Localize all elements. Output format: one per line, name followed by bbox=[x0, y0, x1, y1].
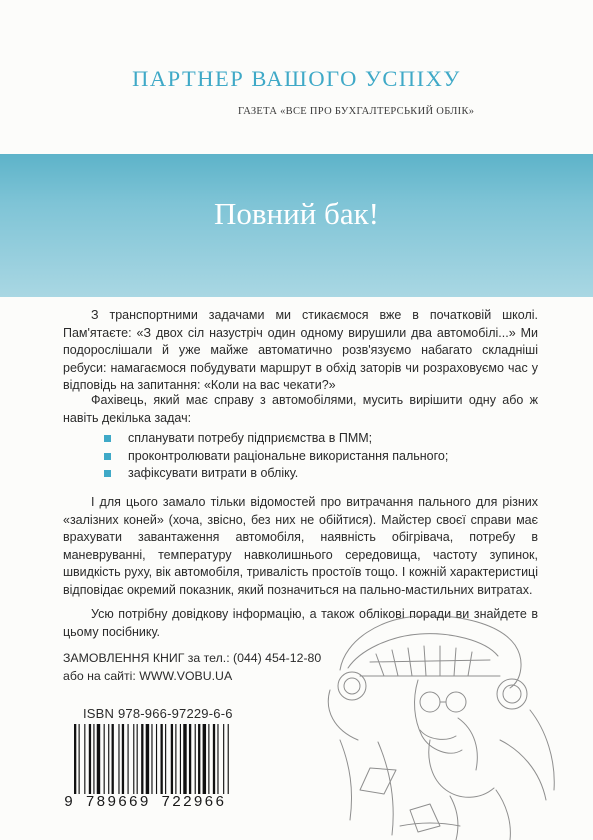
order-info bbox=[63, 650, 321, 685]
task-text: зафіксувати витрати в обліку. bbox=[128, 466, 299, 481]
car-driver-illustration-icon bbox=[300, 590, 593, 840]
list-item bbox=[104, 430, 448, 448]
tasks-list bbox=[104, 430, 448, 483]
barcode-icon bbox=[72, 724, 247, 794]
list-item bbox=[104, 448, 448, 466]
barcode-digits: 9 789669 722966 bbox=[64, 794, 227, 811]
list-item bbox=[104, 465, 448, 483]
order-website: або на сайті: WWW.VOBU.UA bbox=[63, 668, 233, 683]
details-paragraph: І для цього замало тільки відомостей про витрачання пального для різних «залізних коней» (хоча, звісно, без них не обійтися). Майстер своєї справи має врахувати завантаження автомобіля, наявність обігрівача, потребу в маневруванні, температуру навколишнього середовища, частоту зупинок, швидкість руху, вік автомобіля, тривалість простоїв тощо. І кожній характеристиці відповідає окремий показник, який позначиться на пально-мастильних витратах. bbox=[63, 495, 538, 597]
newspaper-subtitle: ГАЗЕТА «ВСЕ ПРО БУХГАЛТЕРСЬКИЙ ОБЛІК» bbox=[238, 106, 475, 117]
intro-paragraph: З транспортними задачами ми стикаємося вже в початковій школі. Пам'ятаєте: «З двох сіл назустріч один одному вирушили два автомобілі...» Ми подорослішали й уже майже автоматично розв'язуємо набагато складніші ребуси: намагаємося побудувати маршрут в обхід заторів чи розраховуємо час у відповідь на запитання: «Коли на вас чекати?» bbox=[63, 308, 538, 393]
square-bullet-icon bbox=[104, 453, 111, 460]
brand-title: ПАРТНЕР ВАШОГО УСПІХУ bbox=[132, 66, 461, 91]
square-bullet-icon bbox=[104, 435, 111, 442]
order-phone: ЗАМОВЛЕННЯ КНИГ за тел.: (044) 454-12-80 bbox=[63, 651, 322, 665]
tasks-intro-paragraph: Фахівець, який має справу з автомобілями, мусить вирішити одну або ж навіть декілька задач: bbox=[63, 393, 538, 425]
task-text: спланувати потребу підприємства в ПММ; bbox=[128, 431, 373, 445]
square-bullet-icon bbox=[104, 470, 111, 477]
closing-paragraph: Усю потрібну довідкову інформацію, а також облікові поради ви знайдете в цьому посібнику. bbox=[63, 607, 538, 639]
isbn-label: ISBN 978-966-97229-6-6 bbox=[83, 706, 233, 721]
book-title: Повний бак! bbox=[214, 196, 379, 231]
task-text: проконтролювати раціональне використання пального; bbox=[128, 448, 449, 463]
